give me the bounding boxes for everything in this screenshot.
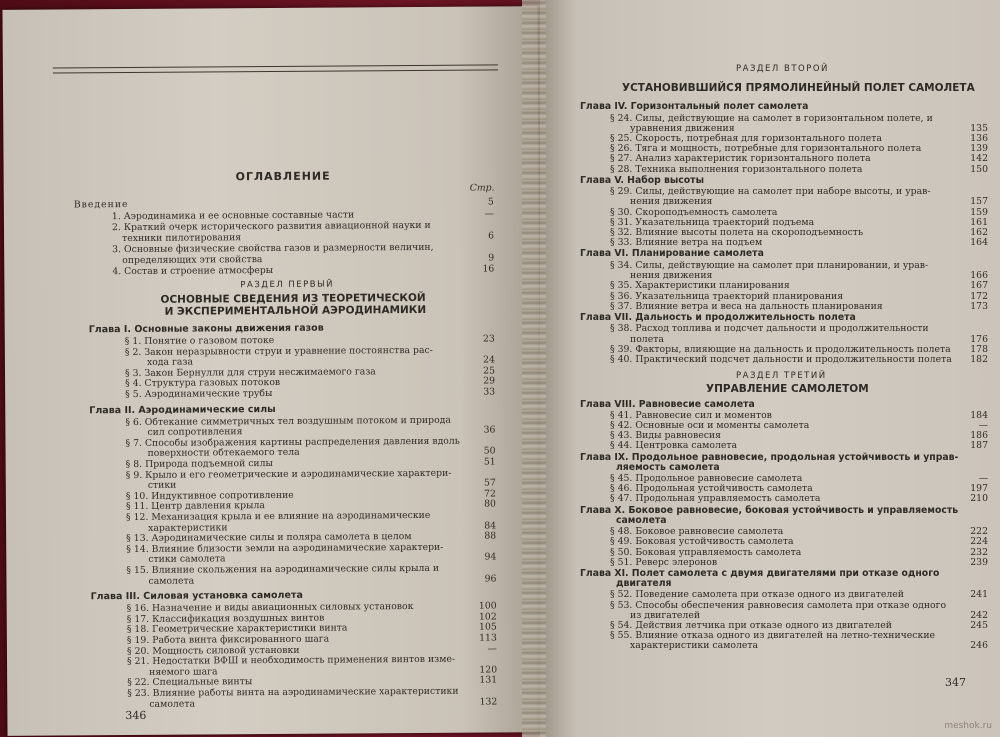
toc-page-number: 72	[483, 488, 496, 500]
toc-entry-line: § 24. Силы, действующие на самолет в горизонтальном полете, и	[610, 112, 933, 124]
toc-page-number: 157	[970, 196, 988, 208]
toc-page-number: 239	[970, 556, 988, 568]
toc-entry-line: § 21. Недостатки ВФШ и необходимость применения винтов изме-	[126, 653, 456, 668]
toc-page-number: 210	[970, 493, 988, 505]
toc-page-number: 105	[479, 621, 497, 633]
toc-page-number: 120	[479, 664, 498, 676]
page-title: ОГЛАВЛЕНИЕ	[235, 169, 331, 184]
toc-page-number: 6	[488, 230, 495, 242]
toc-page-number: 142	[970, 153, 988, 165]
toc-entry-line: из двигателей	[630, 609, 701, 621]
toc-page-number: 241	[970, 589, 988, 601]
toc-page-number: 23	[482, 333, 495, 345]
toc-entry-line: § 34. Силы, действующие на самолет при планировании, и урав-	[610, 259, 929, 271]
toc-page-number: 159	[970, 206, 988, 218]
chapter-heading: Глава VIII. Равновесие самолета	[580, 399, 755, 411]
toc-page-number: 197	[970, 483, 988, 495]
toc-entry-line: § 28. Техника выполнения горизонтального полета	[610, 163, 863, 175]
toc-page-number: 161	[970, 216, 988, 228]
toc-entry-line: § 22. Специальные винты	[127, 676, 253, 689]
toc-entry-line: § 1. Понятие о газовом потоке	[124, 334, 275, 348]
toc-entry-line: § 15. Влияние скольжения на аэродинамические силы крыла и	[126, 562, 440, 577]
toc-entry-line: характеристики	[148, 521, 228, 534]
page-number: 346	[125, 708, 147, 723]
toc-entry-line: § 13. Аэродинамические силы и поляра самолета в целом	[126, 531, 412, 545]
top-rule	[53, 69, 498, 73]
section-label: РАЗДЕЛ ПЕРВЫЙ	[240, 279, 335, 291]
toc-page-number: 242	[970, 609, 988, 621]
toc-entry-line: § 23. Влияние работы винта на аэродинамические характеристики	[127, 685, 459, 700]
toc-entry-line: нения движения	[630, 270, 713, 282]
chapter-heading: Глава II. Аэродинамические силы	[89, 403, 276, 416]
toc-page-number: 94	[484, 551, 497, 563]
toc-entry-line: сил сопротивления	[147, 426, 243, 439]
chapter-heading: Глава XI. Полет самолета с двумя двигателями при отказе одного	[580, 567, 940, 579]
toc-entry-line: техники пилотирования	[122, 232, 242, 245]
toc-entry-line: § 20. Мощность силовой установки	[126, 644, 300, 657]
toc-entry-line: § 50. Боковая управляемость самолета	[610, 546, 802, 558]
toc-entry-line: § 46. Продольная устойчивость самолета	[610, 483, 813, 495]
toc-entry-line: § 12. Механизация крыла и ее влияние на аэродинамические	[125, 509, 431, 524]
toc-entry-line: § 16. Назначение и виды авиационных силовых установок	[126, 601, 414, 615]
toc-entry-line: § 30. Скороподъемность самолета	[610, 206, 778, 218]
toc-page-number: 164	[970, 237, 988, 249]
toc-entry-line: 1. Аэродинамика и ее основные составные части	[111, 209, 355, 223]
toc-page-number: 33	[483, 386, 496, 398]
toc-page-number: 25	[483, 365, 496, 377]
section-title: ОСНОВНЫЕ СВЕДЕНИЯ ИЗ ТЕОРЕТИЧЕСКОЙ	[160, 291, 426, 306]
toc-entry-line: § 55. Влияние отказа одного из двигателей на летно-технические	[610, 630, 936, 642]
toc-entry-line: § 54. Действия летчика при отказе одного из двигателей	[610, 620, 892, 631]
toc-entry-line: § 26. Тяга и мощность, потребные для горизонтального полета	[610, 143, 922, 155]
toc-entry-line: § 35. Характеристики планирования	[610, 280, 790, 292]
toc-entry-line: самолета	[149, 698, 196, 710]
toc-page-number: 232	[970, 546, 988, 558]
toc-entry-line: § 2. Закон неразрывности струи и уравнение постоянства рас-	[124, 344, 433, 358]
intro-heading: Введение	[73, 199, 129, 211]
toc-entry-line: § 29. Силы, действующие на самолет при наборе высоты, и урав-	[610, 186, 931, 198]
toc-entry-line: 4. Состав и строение атмосферы	[112, 264, 274, 278]
watermark: meshok.ru	[944, 721, 992, 731]
toc-entry-line: 2. Краткий очерк исторического развития авиационной науки и	[111, 219, 431, 234]
chapter-heading: Глава VI. Планирование самолета	[580, 248, 764, 260]
toc-entry-line: § 6. Обтекание симметричных тел воздушным потоком и природа	[125, 414, 451, 428]
chapter-heading: Глава I. Основные законы движения газов	[88, 322, 324, 336]
toc-entry-line: стики	[147, 479, 177, 492]
section-label: РАЗДЕЛ ТРЕТИЙ	[736, 371, 827, 382]
toc-page-number: —	[978, 473, 988, 484]
toc-entry-line: § 37. Влияние ветра и веса на дальность планирования	[610, 300, 883, 312]
toc-entry-line: § 39. Факторы, влияющие на дальность и продолжительность полета	[610, 343, 951, 355]
left-page	[2, 6, 542, 736]
toc-entry-line: § 48. Боковое равновесие самолета	[610, 526, 784, 538]
section-title: УПРАВЛЕНИЕ САМОЛЕТОМ	[706, 383, 869, 396]
toc-page-number: 186	[970, 430, 988, 442]
toc-page-number: 113	[479, 632, 497, 644]
toc-page-number: 246	[970, 640, 988, 652]
toc-entry-line: § 14. Влияние близости земли на аэродинамические характери-	[126, 541, 444, 555]
toc-page-number: 88	[484, 530, 497, 542]
toc-page-number: 9	[488, 252, 495, 264]
chapter-heading-cont: самолета	[616, 515, 667, 527]
toc-page-number: 172	[970, 290, 988, 302]
toc-page-number: 150	[970, 163, 988, 175]
toc-page-number: 187	[970, 440, 988, 452]
toc-entry-line: § 7. Способы изображения картины распределения давления вдоль	[125, 435, 460, 449]
toc-entry-line: 3. Основные физические свойства газов и размерности величин,	[112, 241, 434, 256]
toc-page-number: 132	[479, 696, 498, 708]
toc-entry-line: § 33. Влияние ветра на подъем	[610, 237, 763, 249]
section-title: И ЭКСПЕРИМЕНТАЛЬНОЙ АЭРОДИНАМИКИ	[164, 303, 427, 318]
toc-entry-line: § 49. Боковая устойчивость самолета	[610, 536, 794, 548]
page-column-label: Стр.	[469, 182, 495, 194]
chapter-heading-cont: ляемость самолета	[616, 462, 720, 473]
toc-entry-line: поверхности обтекаемого тела	[147, 447, 300, 460]
toc-page-number: 102	[478, 611, 497, 623]
chapter-heading: Глава III. Силовая установка самолета	[90, 589, 303, 603]
toc-page-number: 176	[970, 333, 988, 345]
toc-entry-line: § 18. Геометрические характеристики винта	[126, 622, 348, 636]
toc-entry-line: § 52. Поведение самолета при отказе одного из двигателей	[610, 589, 904, 601]
toc-entry-line: самолета	[148, 575, 195, 587]
toc-entry-line: § 45. Продольное равновесие самолета	[610, 473, 803, 484]
toc-entry-line: § 11. Центр давления крыла	[125, 500, 265, 513]
right-page	[540, 0, 1000, 737]
toc-page-number: 245	[970, 620, 988, 631]
toc-page-number: 131	[479, 674, 498, 686]
toc-page-number: 57	[483, 477, 496, 489]
toc-page-number: 5	[487, 196, 494, 208]
toc-entry-line: полета	[630, 333, 664, 345]
toc-page-number: 96	[484, 573, 497, 585]
toc-entry-line: § 51. Реверс элеронов	[610, 556, 718, 568]
toc-entry-line: характеристики самолета	[630, 640, 759, 652]
book-spine	[522, 0, 546, 737]
toc-page-number: —	[487, 643, 497, 655]
toc-page-number: 100	[478, 600, 497, 612]
toc-page-number: —	[484, 208, 494, 220]
toc-page-number: 167	[970, 280, 988, 292]
toc-entry-line: § 41. Равновесие сил и моментов	[610, 409, 772, 421]
toc-entry-line: § 3. Закон Бернулли для струи несжимаемого газа	[124, 366, 376, 379]
page-number: 347	[945, 676, 966, 689]
toc-entry-line: § 42. Основные оси и моменты самолета	[610, 419, 810, 431]
toc-page-number: 135	[970, 122, 988, 134]
toc-entry-line: § 53. Способы обеспечения равновесия самолета при отказе одного	[610, 599, 947, 611]
toc-entry-line: § 25. Скорость, потребная для горизонтального полета	[610, 132, 882, 144]
toc-page-number: 16	[482, 263, 495, 275]
toc-page-number: 224	[970, 536, 988, 548]
toc-entry-line: няемого шага	[149, 666, 218, 678]
toc-entry-line: § 31. Указательница траекторий подъема	[610, 216, 815, 228]
toc-entry-line: определяющих эти свойства	[122, 254, 263, 267]
chapter-heading: Глава IV. Горизонтальный полет самолета	[580, 101, 809, 112]
toc-entry-line: уравнения движения	[630, 122, 735, 134]
toc-entry-line: нения движения	[630, 196, 713, 208]
toc-page-number: 178	[970, 343, 988, 355]
toc-entry-line: § 10. Индуктивное сопротивление	[125, 489, 294, 502]
toc-entry-line: § 38. Расход топлива и подсчет дальности и продолжительности	[610, 323, 929, 335]
toc-page-number: 222	[970, 526, 988, 538]
toc-entry-line: хода газа	[146, 356, 194, 369]
toc-page-number: 136	[970, 132, 988, 144]
toc-page-number: 166	[970, 270, 988, 282]
toc-page-number: 184	[970, 409, 988, 421]
toc-entry-line: § 4. Структура газовых потоков	[125, 377, 281, 390]
top-rule	[53, 64, 498, 68]
toc-entry-line: § 5. Аэродинамические трубы	[125, 388, 273, 401]
toc-page-number: 51	[483, 456, 496, 468]
toc-entry-line: § 43. Виды равновесия	[610, 430, 721, 442]
toc-page-number: 50	[483, 445, 496, 457]
toc-page-number: —	[978, 419, 988, 431]
section-label: РАЗДЕЛ ВТОРОЙ	[736, 64, 829, 74]
toc-page-number: 29	[483, 375, 496, 387]
chapter-heading: Глава IX. Продольное равновесие, продольная устойчивость и управ-	[580, 451, 959, 463]
section-title: УСТАНОВИВШИЙСЯ ПРЯМОЛИНЕЙНЫЙ ПОЛЕТ САМОЛЕТА	[622, 82, 975, 94]
toc-entry-line: § 36. Указательница траекторий планирования	[610, 290, 844, 302]
toc-page-number: 84	[484, 520, 497, 532]
toc-page-number: 36	[483, 424, 496, 436]
toc-entry-line: § 17. Классификация воздушных винтов	[126, 612, 325, 625]
chapter-heading-cont: двигателя	[616, 578, 672, 590]
toc-page-number: 182	[970, 354, 988, 365]
toc-page-number: 24	[483, 354, 495, 366]
toc-page-number: 162	[970, 227, 988, 238]
chapter-heading: Глава X. Боковое равновесие, боковая устойчивость и управляемость	[580, 504, 959, 516]
chapter-heading: Глава VII. Дальность и продолжительность полета	[580, 311, 856, 323]
toc-entry-line: § 8. Природа подъемной силы	[125, 457, 273, 471]
toc-entry-line: § 9. Крыло и его геометрические и аэродинамические характери-	[125, 467, 452, 481]
toc-entry-line: стики самолета	[148, 553, 226, 566]
toc-entry-line: § 27. Анализ характеристик горизонтального полета	[610, 153, 871, 165]
toc-entry-line: § 47. Продольная управляемость самолета	[610, 493, 821, 505]
toc-entry-line: § 40. Практический подсчет дальности и продолжительности полета	[610, 354, 952, 365]
toc-entry-line: § 19. Работа винта фиксированного шага	[126, 633, 330, 647]
toc-page-number: 139	[970, 143, 988, 155]
toc-page-number: 80	[484, 498, 496, 510]
toc-entry-line: § 44. Центровка самолета	[610, 440, 738, 452]
toc-page-number: 173	[970, 300, 988, 312]
toc-entry-line: § 32. Влияние высоты полета на скороподъемность	[610, 227, 863, 238]
chapter-heading: Глава V. Набор высоты	[580, 174, 704, 186]
